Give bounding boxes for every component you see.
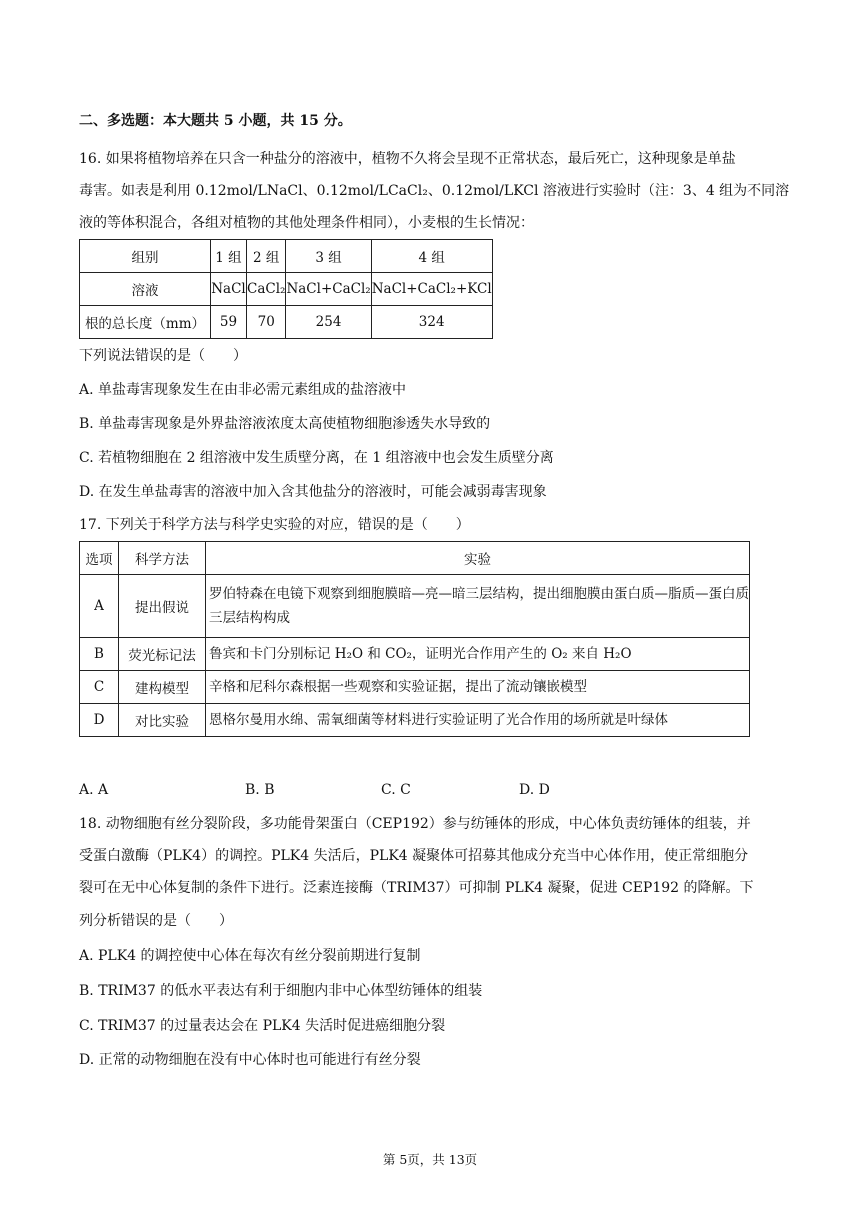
q17-choice-c: C. C bbox=[381, 782, 411, 798]
q16-option-c: C. 若植物细胞在 2 组溶液中发生质壁分离，在 1 组溶液中也会发生质壁分离 bbox=[79, 450, 554, 466]
table-cell: 建构模型 bbox=[119, 671, 206, 704]
q18-option-a: A. PLK4 的调控使中心体在每次有丝分裂前期进行复制 bbox=[79, 948, 421, 964]
q16-option-d: D. 在发生单盐毒害的溶液中加入含其他盐分的溶液时，可能会减弱毒害现象 bbox=[79, 484, 547, 500]
table-cell: 70 bbox=[247, 306, 286, 339]
table-cell: 实验 bbox=[206, 542, 750, 575]
table-cell: 科学方法 bbox=[119, 542, 206, 575]
table-row bbox=[80, 542, 750, 575]
table-cell: 恩格尔曼用水绵、需氧细菌等材料进行实验证明了光合作用的场所就是叶绿体 bbox=[206, 704, 750, 737]
table-cell: 选项 bbox=[80, 542, 119, 575]
table-cell: A bbox=[80, 575, 119, 638]
section-title: 二、多选题：本大题共 5 小题，共 15 分。 bbox=[79, 113, 352, 129]
q16-option-a: A. 单盐毒害现象发生在由非必需元素组成的盐溶液中 bbox=[79, 382, 407, 398]
q16-table bbox=[79, 239, 493, 339]
table-cell: 2 组 bbox=[247, 240, 286, 273]
table-cell: 3 组 bbox=[286, 240, 371, 273]
table-row bbox=[80, 638, 750, 671]
q18-option-b: B. TRIM37 的低水平表达有利于细胞内非中心体型纺锤体的组装 bbox=[79, 983, 483, 999]
table-row bbox=[80, 306, 493, 339]
q16-stem-line-3: 液的等体积混合，各组对植物的其他处理条件相同），小麦根的生长情况： bbox=[79, 215, 534, 231]
table-row bbox=[80, 704, 750, 737]
table-cell: C bbox=[80, 671, 119, 704]
q17-choice-a: A. A bbox=[79, 782, 109, 798]
table-cell: 荧光标记法 bbox=[119, 638, 206, 671]
table-cell: NaCl bbox=[211, 273, 247, 306]
q18-option-d: D. 正常的动物细胞在没有中心体时也可能进行有丝分裂 bbox=[79, 1052, 421, 1068]
page-footer: 第 5页，共 13页 bbox=[382, 1152, 478, 1167]
q17-stem: 17. 下列关于科学方法与科学史实验的对应，错误的是（ ） bbox=[79, 517, 470, 533]
table-cell: 4 组 bbox=[371, 240, 492, 273]
table-cell: 59 bbox=[211, 306, 247, 339]
table-cell: 鲁宾和卡门分别标记 H₂O 和 CO₂，证明光合作用产生的 O₂ 来自 H₂O bbox=[206, 638, 750, 671]
q16-stem-line-1: 16. 如果将植物培养在只含一种盐分的溶液中，植物不久将会呈现不正常状态，最后死亡，这种现象是单盐 bbox=[79, 151, 736, 167]
q16-option-b: B. 单盐毒害现象是外界盐溶液浓度太高使植物细胞渗透失水导致的 bbox=[79, 416, 491, 432]
table-cell: 254 bbox=[286, 306, 371, 339]
table-row bbox=[80, 671, 750, 704]
q18-stem-line-4: 列分析错误的是（ ） bbox=[79, 913, 233, 929]
q17-table bbox=[79, 541, 750, 737]
q16-prompt: 下列说法错误的是（ ） bbox=[79, 348, 247, 364]
table-cell: 1 组 bbox=[211, 240, 247, 273]
q17-choice-b: B. B bbox=[245, 782, 275, 798]
table-cell: 根的总长度（mm） bbox=[80, 306, 211, 339]
table-cell: 罗伯特森在电镜下观察到细胞膜暗—亮—暗三层结构，提出细胞膜由蛋白质—脂质—蛋白质三层结构构成 bbox=[206, 575, 750, 638]
table-row bbox=[80, 273, 493, 306]
table-cell: 辛格和尼科尔森根据一些观察和实验证据，提出了流动镶嵌模型 bbox=[206, 671, 750, 704]
q16-stem-line-2: 毒害。如表是利用 0.12mol/LNaCl、0.12mol/LCaCl₂、0.12mol/LKCl 溶液进行实验时（注：3、4 组为不同溶 bbox=[79, 183, 790, 199]
table-cell: CaCl₂ bbox=[247, 273, 286, 306]
table-cell: NaCl+CaCl₂+KCl bbox=[371, 273, 492, 306]
q18-stem-line-3: 裂可在无中心体复制的条件下进行。泛素连接酶（TRIM37）可抑制 PLK4 凝聚，促进 CEP192 的降解。下 bbox=[79, 880, 754, 896]
table-cell: NaCl+CaCl₂ bbox=[286, 273, 371, 306]
table-row bbox=[80, 240, 493, 273]
q18-stem-line-1: 18. 动物细胞有丝分裂阶段，多功能骨架蛋白（CEP192）参与纺锤体的形成，中心体负责纺锤体的组装，并 bbox=[79, 816, 751, 832]
q18-option-c: C. TRIM37 的过量表达会在 PLK4 失活时促进癌细胞分裂 bbox=[79, 1018, 446, 1034]
table-cell: 溶液 bbox=[80, 273, 211, 306]
table-cell: 对比实验 bbox=[119, 704, 206, 737]
table-cell: 组别 bbox=[80, 240, 211, 273]
table-cell: 324 bbox=[371, 306, 492, 339]
table-cell: 提出假说 bbox=[119, 575, 206, 638]
table-cell: D bbox=[80, 704, 119, 737]
table-cell: B bbox=[80, 638, 119, 671]
q18-stem-line-2: 受蛋白激酶（PLK4）的调控。PLK4 失活后，PLK4 凝聚体可招募其他成分充当中心体作用，使正常细胞分 bbox=[79, 848, 749, 864]
q17-choice-d: D. D bbox=[519, 782, 550, 798]
table-row bbox=[80, 575, 750, 638]
